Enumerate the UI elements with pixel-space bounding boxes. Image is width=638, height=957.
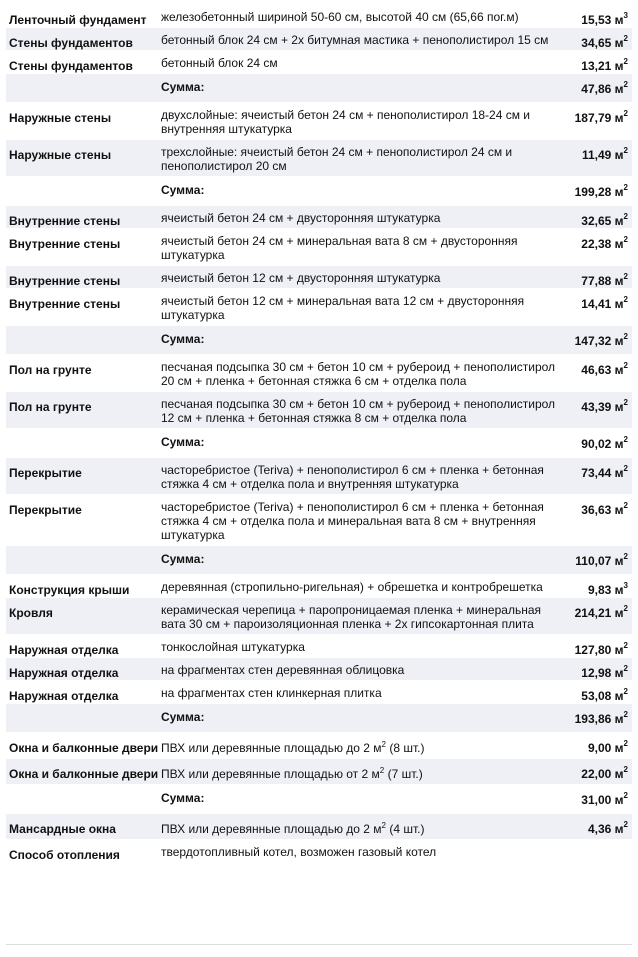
description-text: ПВХ или деревянные площадью до 2 м bbox=[161, 741, 382, 755]
unit-exponent: 2 bbox=[623, 687, 628, 696]
element-description bbox=[159, 814, 556, 840]
sum-label: Сумма: bbox=[159, 177, 556, 206]
unit-exponent: 2 bbox=[623, 501, 628, 510]
spec-row bbox=[6, 266, 632, 289]
element-description: бетонный блок 24 см + 2х битумная мастика + пенополистирол 15 см bbox=[159, 28, 556, 51]
element-value bbox=[556, 495, 632, 546]
element-name: Пол на грунте bbox=[6, 392, 159, 429]
value-number: 22,00 м bbox=[581, 767, 624, 781]
element-description bbox=[159, 759, 556, 785]
element-value bbox=[556, 658, 632, 681]
element-name: Перекрытие bbox=[6, 495, 159, 546]
spec-row bbox=[6, 229, 632, 266]
element-value bbox=[556, 206, 632, 229]
unit-exponent: 2 bbox=[623, 332, 628, 341]
unit-exponent: 2 bbox=[623, 146, 628, 155]
element-value bbox=[556, 140, 632, 177]
unit-exponent: 2 bbox=[623, 361, 628, 370]
spec-row bbox=[6, 658, 632, 681]
unit-exponent: 2 bbox=[623, 80, 628, 89]
element-description: тонкослойная штукатурка bbox=[159, 635, 556, 658]
spec-row bbox=[6, 598, 632, 635]
element-name bbox=[6, 429, 159, 458]
element-value bbox=[556, 392, 632, 429]
element-value bbox=[556, 458, 632, 495]
element-value bbox=[556, 103, 632, 140]
value-number: 32,65 м bbox=[581, 214, 624, 228]
unit-exponent: 2 bbox=[623, 295, 628, 304]
element-description: на фрагментах стен деревянная облицовка bbox=[159, 658, 556, 681]
element-name: Наружная отделка bbox=[6, 658, 159, 681]
element-description: деревянная (стропильно-ригельная) + обрешетка и контробрешетка bbox=[159, 575, 556, 598]
value-number: 15,53 м bbox=[581, 13, 624, 27]
description-text: ПВХ или деревянные площадью до 2 м bbox=[161, 822, 382, 836]
unit-exponent: 2 bbox=[623, 710, 628, 719]
value-number: 47,86 м bbox=[581, 82, 624, 96]
element-description: ячеистый бетон 12 см + минеральная вата 12 см + двусторонняя штукатурка bbox=[159, 289, 556, 326]
sum-label: Сумма: bbox=[159, 704, 556, 733]
unit-exponent: 2 bbox=[623, 398, 628, 407]
element-name bbox=[6, 704, 159, 733]
element-name bbox=[6, 177, 159, 206]
element-value bbox=[556, 759, 632, 785]
unit-exponent: 2 bbox=[623, 664, 628, 673]
value-number: 193,86 м bbox=[574, 712, 624, 726]
value-number: 46,63 м bbox=[581, 363, 624, 377]
unit-exponent: 2 bbox=[623, 739, 628, 748]
element-name bbox=[6, 326, 159, 355]
value-number: 14,41 м bbox=[581, 297, 624, 311]
spec-row bbox=[6, 28, 632, 51]
element-name: Стены фундаментов bbox=[6, 51, 159, 74]
description-count: (7 шт.) bbox=[384, 767, 423, 781]
value-number: 53,08 м bbox=[581, 689, 624, 703]
sum-label: Сумма: bbox=[159, 429, 556, 458]
element-value bbox=[556, 575, 632, 598]
element-value bbox=[556, 51, 632, 74]
sum-row bbox=[6, 429, 632, 458]
spec-row bbox=[6, 51, 632, 74]
element-name: Стены фундаментов bbox=[6, 28, 159, 51]
element-value bbox=[556, 733, 632, 759]
element-name: Наружные стены bbox=[6, 140, 159, 177]
element-name: Наружные стены bbox=[6, 103, 159, 140]
element-name: Внутренние стены bbox=[6, 289, 159, 326]
bottom-divider bbox=[6, 944, 632, 945]
value-number: 147,32 м bbox=[574, 334, 624, 348]
element-description: песчаная подсыпка 30 см + бетон 10 см + рубероид + пенополистирол 20 см + пленка + бетонная стяжка 6 см + отделка пола bbox=[159, 355, 556, 392]
spec-row bbox=[6, 681, 632, 704]
value-number: 214,21 м bbox=[574, 606, 624, 620]
unit-exponent: 2 bbox=[623, 464, 628, 473]
sum-label: Сумма: bbox=[159, 74, 556, 103]
element-value bbox=[556, 28, 632, 51]
value-number: 12,98 м bbox=[581, 666, 624, 680]
spec-row bbox=[6, 759, 632, 785]
unit-exponent: 2 bbox=[623, 765, 628, 774]
element-value bbox=[556, 355, 632, 392]
value-number: 199,28 м bbox=[574, 185, 624, 199]
element-description: часторебристое (Teriva) + пенополистирол 6 см + пленка + бетонная стяжка 4 см + отделка пола и минеральная вата 8 см + внутренняя штукатурка bbox=[159, 495, 556, 546]
element-description: песчаная подсыпка 30 см + бетон 10 см + рубероид + пенополистирол 12 см + пленка + бетонная стяжка 8 см + отделка пола bbox=[159, 392, 556, 429]
element-description: бетонный блок 24 см bbox=[159, 51, 556, 74]
sum-value bbox=[556, 429, 632, 458]
element-description: двухслойные: ячеистый бетон 24 см + пенополистирол 18-24 см и внутренняя штукатурка bbox=[159, 103, 556, 140]
element-name: Внутренние стены bbox=[6, 266, 159, 289]
element-value bbox=[556, 229, 632, 266]
element-name: Перекрытие bbox=[6, 458, 159, 495]
spec-row bbox=[6, 5, 632, 28]
description-count: (8 шт.) bbox=[386, 741, 425, 755]
value-number: 9,00 м bbox=[587, 741, 624, 755]
value-number: 36,63 м bbox=[581, 503, 624, 517]
value-number: 77,88 м bbox=[581, 274, 624, 288]
spec-row bbox=[6, 289, 632, 326]
value-number: 22,38 м bbox=[581, 237, 624, 251]
unit-exponent: 2 bbox=[623, 552, 628, 561]
sum-label: Сумма: bbox=[159, 785, 556, 814]
sum-row bbox=[6, 177, 632, 206]
element-name: Наружная отделка bbox=[6, 635, 159, 658]
spec-row bbox=[6, 140, 632, 177]
spec-row bbox=[6, 355, 632, 392]
spec-row bbox=[6, 103, 632, 140]
description-text: ПВХ или деревянные площадью от 2 м bbox=[161, 767, 380, 781]
value-number: 13,21 м bbox=[581, 59, 624, 73]
sum-label: Сумма: bbox=[159, 546, 556, 575]
sum-row bbox=[6, 785, 632, 814]
sum-row bbox=[6, 326, 632, 355]
sum-row bbox=[6, 74, 632, 103]
spec-row bbox=[6, 206, 632, 229]
sum-value bbox=[556, 326, 632, 355]
sum-label: Сумма: bbox=[159, 326, 556, 355]
element-value bbox=[556, 5, 632, 28]
element-description: керамическая черепица + паропроницаемая пленка + минеральная вата 30 см + пароизоляционная пленка + 2х гипсокартонная плита bbox=[159, 598, 556, 635]
unit-exponent: 2 bbox=[623, 57, 628, 66]
sum-row bbox=[6, 704, 632, 733]
value-number: 31,00 м bbox=[581, 793, 624, 807]
element-name: Конструкция крыши bbox=[6, 575, 159, 598]
value-number: 127,80 м bbox=[574, 643, 624, 657]
sum-value bbox=[556, 704, 632, 733]
element-name: Мансардные окна bbox=[6, 814, 159, 840]
unit-exponent: 2 bbox=[623, 109, 628, 118]
sum-value bbox=[556, 785, 632, 814]
element-description: ячеистый бетон 24 см + двусторонняя штукатурка bbox=[159, 206, 556, 229]
unit-exponent: 2 bbox=[623, 212, 628, 221]
element-description: ячеистый бетон 12 см + двусторонняя штукатурка bbox=[159, 266, 556, 289]
value-number: 73,44 м bbox=[581, 466, 624, 480]
element-name: Способ отопления bbox=[6, 840, 159, 863]
sum-row bbox=[6, 546, 632, 575]
spec-row bbox=[6, 814, 632, 840]
unit-exponent: 2 bbox=[623, 272, 628, 281]
element-value bbox=[556, 681, 632, 704]
unit-exponent: 2 bbox=[623, 820, 628, 829]
specification-table bbox=[6, 5, 632, 863]
description-superscript: 2 bbox=[379, 766, 385, 775]
value-number: 34,65 м bbox=[581, 36, 624, 50]
unit-exponent: 2 bbox=[623, 34, 628, 43]
element-value bbox=[556, 289, 632, 326]
element-description: железобетонный шириной 50-60 см, высотой 40 см (65,66 пог.м) bbox=[159, 5, 556, 28]
element-value bbox=[556, 266, 632, 289]
description-superscript: 2 bbox=[381, 821, 386, 830]
spec-row bbox=[6, 635, 632, 658]
element-value bbox=[556, 635, 632, 658]
spec-row bbox=[6, 733, 632, 759]
description-count: (4 шт.) bbox=[386, 822, 425, 836]
element-name: Внутренние стены bbox=[6, 229, 159, 266]
spec-row bbox=[6, 392, 632, 429]
element-description: твердотопливный котел, возможен газовый котел bbox=[159, 840, 556, 863]
value-number: 9,83 м bbox=[587, 583, 624, 597]
element-name bbox=[6, 785, 159, 814]
element-name: Окна и балконные двери bbox=[6, 733, 159, 759]
value-number: 11,49 м bbox=[581, 148, 624, 162]
element-name bbox=[6, 74, 159, 103]
element-description: ячеистый бетон 24 см + минеральная вата 8 см + двусторонняя штукатурка bbox=[159, 229, 556, 266]
element-name: Ленточный фундамент bbox=[6, 5, 159, 28]
element-description bbox=[159, 733, 556, 759]
element-name: Внутренние стены bbox=[6, 206, 159, 229]
element-name bbox=[6, 546, 159, 575]
sum-value bbox=[556, 177, 632, 206]
specification-table-body bbox=[6, 5, 632, 863]
value-number: 43,39 м bbox=[581, 400, 624, 414]
value-number: 90,02 м bbox=[581, 437, 624, 451]
element-name: Пол на грунте bbox=[6, 355, 159, 392]
unit-exponent: 2 bbox=[623, 235, 628, 244]
value-number: 4,36 м bbox=[587, 822, 624, 836]
element-name: Кровля bbox=[6, 598, 159, 635]
unit-exponent: 2 bbox=[623, 641, 628, 650]
sum-value bbox=[556, 74, 632, 103]
value-number: 110,07 м bbox=[575, 554, 624, 568]
element-name: Окна и балконные двери bbox=[6, 759, 159, 785]
spec-row bbox=[6, 458, 632, 495]
element-description: часторебристое (Teriva) + пенополистирол 6 см + пленка + бетонная стяжка 4 см + отделка пола и внутренняя штукатурка bbox=[159, 458, 556, 495]
element-description: на фрагментах стен клинкерная плитка bbox=[159, 681, 556, 704]
element-name: Наружная отделка bbox=[6, 681, 159, 704]
element-description: трехслойные: ячеистый бетон 24 см + пенополистирол 24 см и пенополистирол 20 см bbox=[159, 140, 556, 177]
description-superscript: 2 bbox=[381, 740, 386, 749]
value-number: 187,79 м bbox=[574, 111, 624, 125]
element-value bbox=[556, 598, 632, 635]
unit-exponent: 2 bbox=[623, 435, 628, 444]
unit-exponent: 3 bbox=[623, 581, 628, 590]
unit-exponent: 2 bbox=[623, 604, 628, 613]
spec-row bbox=[6, 495, 632, 546]
unit-exponent: 2 bbox=[623, 791, 628, 800]
unit-exponent: 3 bbox=[623, 11, 628, 20]
spec-row bbox=[6, 575, 632, 598]
unit-exponent: 2 bbox=[623, 183, 628, 192]
element-value bbox=[556, 840, 632, 863]
spec-row bbox=[6, 840, 632, 863]
sum-value bbox=[556, 546, 632, 575]
element-value bbox=[556, 814, 632, 840]
